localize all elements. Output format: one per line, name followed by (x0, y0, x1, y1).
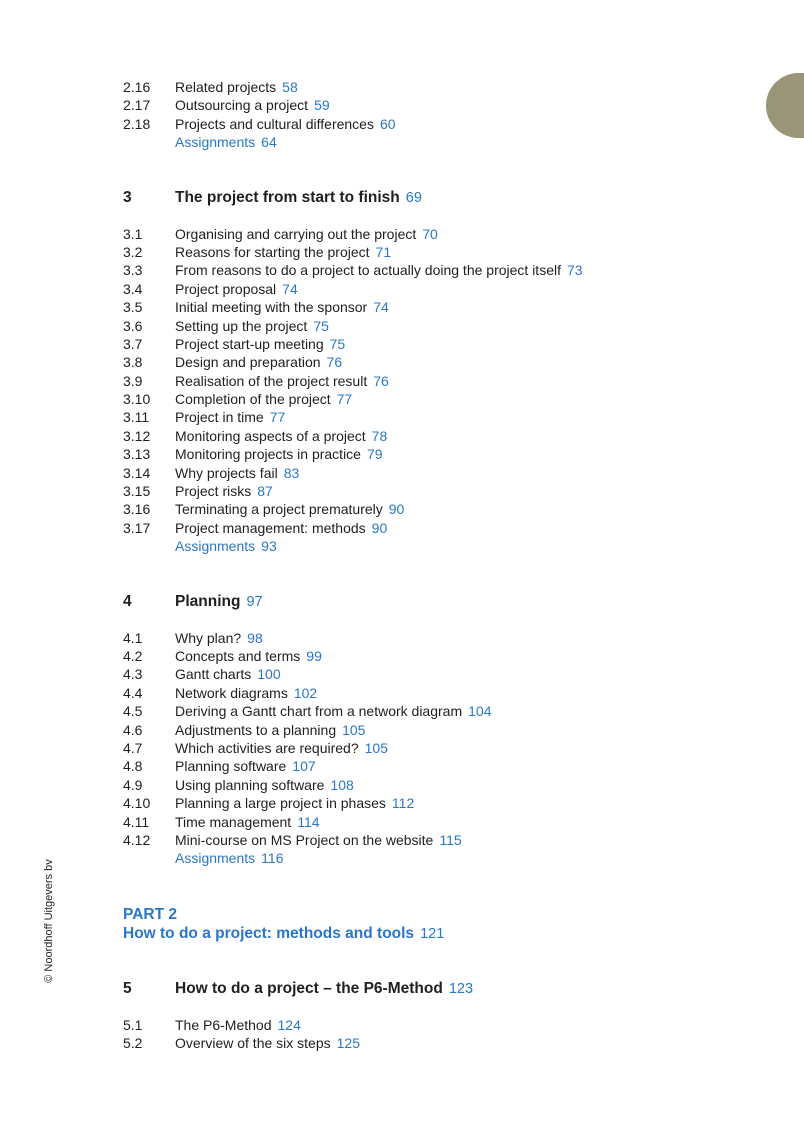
toc-entry[interactable] (123, 794, 763, 812)
toc-entry-page: 99 (306, 647, 322, 664)
toc-entry-number: 3.13 (123, 446, 151, 463)
toc-entry-page: 104 (468, 703, 492, 720)
toc-entry-page: 74 (282, 280, 298, 297)
toc-entry-title: Mini-course on MS Project on the website (175, 831, 434, 848)
toc-entry-title: Deriving a Gantt chart from a network diagram (175, 703, 463, 720)
toc-entry[interactable] (123, 261, 763, 279)
toc-entry[interactable] (123, 372, 763, 390)
toc-entry-page: 73 (566, 262, 583, 279)
toc-entry-number: 3.15 (123, 483, 151, 500)
toc-entry[interactable] (123, 482, 763, 500)
toc-entry-title: Which activities are required? (175, 739, 359, 756)
toc-entry-page: 108 (330, 776, 354, 793)
toc-entry-title: Reasons for starting the project (175, 243, 370, 260)
toc-entry-page: 125 (336, 1035, 360, 1052)
toc-entry-title: Network diagrams (175, 684, 288, 701)
toc-entry-number: 5.1 (123, 1016, 143, 1033)
toc-chapter-number: 4 (123, 592, 132, 610)
toc-entry-title: Planning a large project in phases (175, 795, 386, 812)
toc-entry-page: 76 (373, 372, 389, 389)
toc-entry[interactable] (123, 519, 763, 537)
toc-entry-number: 3.11 (123, 409, 150, 426)
toc-entry-number: 4.1 (123, 629, 143, 646)
toc-entry-page: 59 (314, 97, 330, 114)
toc-assignments[interactable] (123, 133, 763, 151)
toc-chapter-title: How to do a project – the P6-Method (175, 979, 443, 997)
toc-entry[interactable] (123, 408, 763, 426)
toc-entry-page: 112 (391, 795, 415, 812)
toc-entry-number: 4.9 (123, 776, 143, 793)
toc-entry[interactable] (123, 831, 763, 849)
toc-entry[interactable] (123, 739, 763, 757)
toc-chapter-heading[interactable] (123, 592, 763, 612)
toc-entry[interactable] (123, 390, 763, 408)
toc-entry-number: 3.2 (123, 243, 143, 260)
toc-entry-number: 5.2 (123, 1035, 143, 1052)
toc-chapter-number: 5 (123, 979, 132, 997)
toc-chapter-page: 97 (246, 593, 263, 610)
toc-entry[interactable] (123, 464, 763, 482)
toc-entry-title: Completion of the project (175, 391, 331, 408)
toc-entry-title: Time management (175, 813, 292, 830)
toc-entry[interactable] (123, 445, 763, 463)
toc-entry-number: 4.2 (123, 647, 143, 664)
toc-chapter-number: 3 (123, 188, 132, 206)
toc-entry[interactable] (123, 647, 763, 665)
toc-entry-number: 4.11 (123, 813, 150, 830)
toc-entry[interactable] (123, 500, 763, 518)
toc-assignments-page: 116 (261, 850, 284, 867)
toc-entry-page: 70 (422, 225, 438, 242)
toc-entry-title: Project risks (175, 483, 252, 500)
toc-entry-number: 4.7 (123, 739, 143, 756)
toc-entry-number: 4.3 (123, 666, 143, 683)
toc-entry[interactable] (123, 96, 763, 114)
toc-assignments[interactable] (123, 849, 763, 867)
toc-part-label: PART 2 (123, 905, 177, 923)
toc-part-page: 121 (420, 925, 445, 942)
toc-entry-number: 4.10 (123, 795, 151, 812)
toc-entry-page: 75 (313, 317, 329, 334)
toc-entry-page: 107 (292, 758, 316, 775)
toc-entry[interactable] (123, 684, 763, 702)
toc-assignments-page: 93 (261, 538, 277, 555)
toc-entry-title: Outsourcing a project (175, 97, 309, 114)
toc-entry-page: 105 (342, 721, 366, 738)
toc-entry-number: 3.3 (123, 262, 143, 279)
toc-entry-title: Why projects fail (175, 464, 278, 481)
toc-entry-page: 78 (371, 427, 388, 444)
toc-entry-title: Related projects (175, 79, 277, 95)
toc-entry-number: 3.16 (123, 501, 151, 518)
toc-entry-page: 60 (379, 115, 396, 132)
toc-entry-number: 3.6 (123, 317, 143, 334)
toc-entry-number: 2.16 (123, 79, 151, 95)
toc-entry[interactable] (123, 427, 763, 445)
toc-entry-page: 87 (257, 483, 273, 500)
toc-entry-title: Terminating a project prematurely (175, 501, 383, 518)
toc-entry-page: 102 (293, 684, 318, 701)
toc-entry-number: 3.8 (123, 354, 143, 371)
toc-entry-title: Gantt charts (175, 666, 252, 683)
toc-entry-title: Planning software (175, 758, 287, 775)
toc-entry[interactable] (123, 702, 763, 720)
toc-entry-page: 79 (366, 446, 383, 463)
toc-entry-number: 4.5 (123, 703, 143, 720)
toc-entry-title: From reasons to do a project to actually doing the project itself (175, 262, 561, 279)
toc-entry-number: 4.12 (123, 831, 151, 848)
toc-entry-title: Project start-up meeting (175, 335, 324, 352)
toc-entry-title: Monitoring projects in practice (175, 446, 361, 463)
toc-entry-number: 4.4 (123, 684, 143, 701)
toc-entry[interactable] (123, 243, 763, 261)
table-of-contents (123, 78, 763, 1052)
toc-entry-page: 100 (257, 666, 281, 683)
toc-entry-number: 4.6 (123, 721, 143, 738)
toc-entry-title: Initial meeting with the sponsor (175, 299, 368, 316)
toc-entry-title: Setting up the project (175, 317, 308, 334)
toc-entry-number: 4.8 (123, 758, 143, 775)
toc-entry[interactable] (123, 721, 763, 739)
toc-entry-page: 105 (364, 739, 388, 756)
toc-assignments-title: Assignments (175, 850, 256, 867)
toc-entry[interactable] (123, 776, 763, 794)
toc-chapter-heading[interactable] (123, 979, 763, 999)
toc-entry-page: 90 (371, 519, 388, 536)
toc-entry-number: 3.10 (123, 391, 151, 408)
toc-entry-number: 3.12 (123, 427, 151, 444)
toc-entry-number: 3.7 (123, 335, 143, 352)
toc-chapter-title: Planning (175, 592, 241, 610)
toc-entry[interactable] (123, 665, 763, 683)
toc-entry[interactable] (123, 353, 763, 371)
toc-entry-title: Project proposal (175, 280, 277, 297)
toc-entry-number: 2.17 (123, 97, 151, 114)
toc-entry-number: 3.4 (123, 280, 143, 297)
toc-chapter-title: The project from start to finish (175, 188, 400, 206)
toc-entry-title: Project management: methods (175, 519, 366, 536)
toc-entry[interactable] (123, 1034, 763, 1052)
toc-entry-title: Overview of the six steps (175, 1035, 331, 1052)
toc-entry-page: 114 (297, 813, 320, 830)
copyright-notice: © Noordhoff Uitgevers bv (43, 859, 55, 983)
toc-entry-page: 75 (329, 335, 346, 352)
toc-entry-title: Using planning software (175, 776, 325, 793)
toc-entry[interactable] (123, 757, 763, 775)
chapter-thumb-tab (766, 73, 804, 138)
toc-entry[interactable] (123, 298, 763, 316)
toc-entry-page: 77 (336, 391, 353, 408)
toc-entry-page: 115 (439, 831, 462, 848)
toc-entry-page: 90 (388, 501, 405, 518)
toc-entry-page: 124 (277, 1016, 301, 1033)
toc-entry-title: Monitoring aspects of a project (175, 427, 366, 444)
toc-entry[interactable] (123, 335, 763, 353)
toc-part-title: How to do a project: methods and tools (123, 924, 415, 942)
toc-chapter-page: 123 (448, 980, 474, 997)
toc-entry-title: Project in time (175, 409, 264, 426)
toc-entry-title: Why plan? (175, 629, 242, 646)
toc-entry[interactable] (123, 280, 763, 298)
toc-entry[interactable] (123, 813, 763, 831)
toc-part-heading[interactable] (123, 924, 763, 944)
toc-entry[interactable] (123, 317, 763, 335)
toc-assignments[interactable] (123, 537, 763, 555)
toc-entry[interactable] (123, 629, 763, 647)
toc-assignments-title: Assignments (175, 538, 256, 555)
toc-entry-page: 74 (373, 299, 389, 316)
toc-entry-page: 58 (282, 79, 298, 95)
toc-entry-number: 3.17 (123, 519, 151, 536)
toc-entry-number: 2.18 (123, 115, 151, 132)
toc-entry-title: The P6-Method (175, 1016, 272, 1033)
toc-chapter-page: 69 (405, 189, 422, 206)
toc-entry-page: 83 (283, 464, 300, 481)
toc-assignments-title: Assignments (175, 134, 256, 151)
toc-entry-number: 3.5 (123, 299, 143, 316)
toc-entry-title: Organising and carrying out the project (175, 225, 417, 242)
toc-entry-title: Projects and cultural differences (175, 115, 374, 132)
toc-entry-title: Realisation of the project result (175, 372, 368, 389)
toc-entry-number: 3.9 (123, 372, 143, 389)
toc-entry[interactable] (123, 78, 763, 96)
toc-entry-number: 3.14 (123, 464, 151, 481)
toc-entry[interactable] (123, 1016, 763, 1034)
toc-entry-title: Concepts and terms (175, 647, 301, 664)
toc-entry-title: Design and preparation (175, 354, 321, 371)
toc-chapter-heading[interactable] (123, 188, 763, 208)
toc-entry-title: Adjustments to a planning (175, 721, 337, 738)
toc-entry-page: 71 (375, 243, 392, 260)
toc-entry-page: 76 (326, 354, 343, 371)
toc-entry-page: 98 (247, 629, 263, 646)
toc-entry[interactable] (123, 225, 763, 243)
toc-assignments-page: 64 (261, 134, 277, 151)
toc-entry-page: 77 (269, 409, 286, 426)
toc-entry-number: 3.1 (123, 225, 143, 242)
toc-entry[interactable] (123, 115, 763, 133)
